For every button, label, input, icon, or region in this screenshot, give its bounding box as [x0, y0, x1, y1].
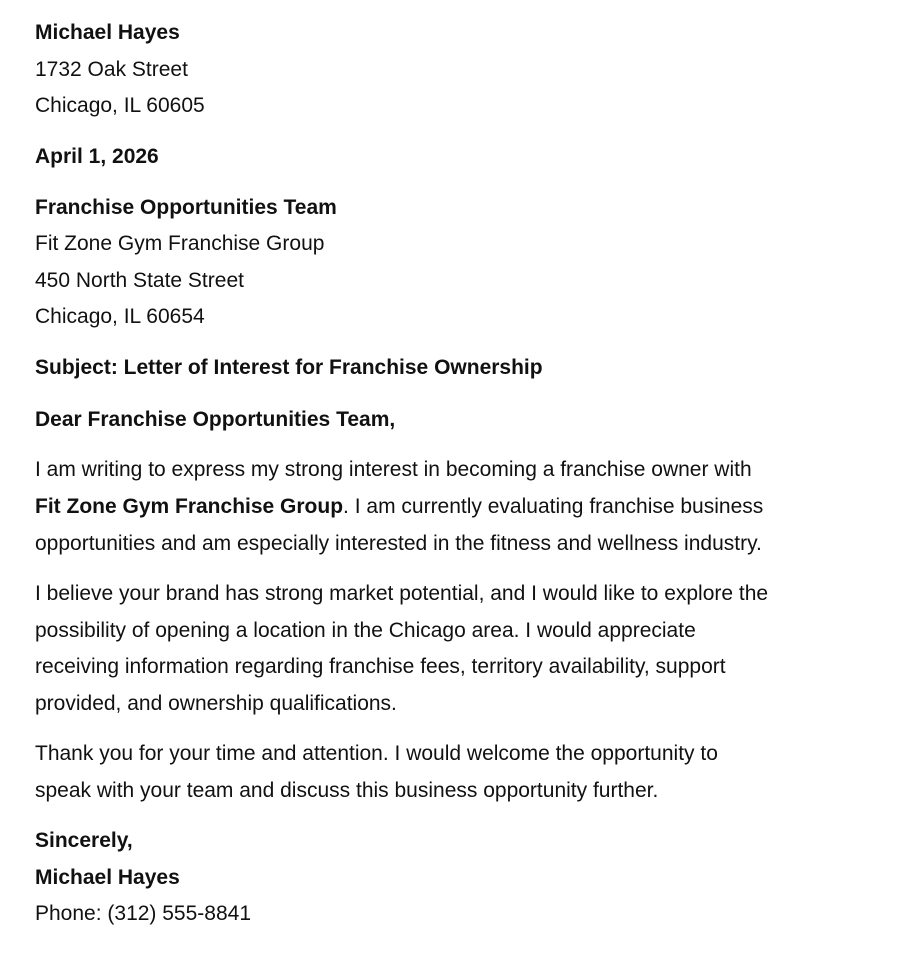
salutation: Dear Franchise Opportunities Team,: [35, 408, 396, 431]
valediction: Sincerely,: [35, 829, 133, 852]
subject-line: Subject: Letter of Interest for Franchise Ownership: [35, 356, 543, 379]
recipient-team: Franchise Opportunities Team: [35, 196, 337, 219]
body-p3-line1: Thank you for your time and attention. I would welcome the opportunity to: [35, 742, 718, 765]
body-p2-line2: possibility of opening a location in the Chicago area. I would appreciate: [35, 619, 696, 642]
body-p3-line2: speak with your team and discuss this business opportunity further.: [35, 779, 659, 802]
body-p1-line2-rest: . I am currently evaluating franchise business: [343, 495, 764, 518]
phone-number: Phone: (312) 555-8841: [35, 902, 251, 925]
body-p2-line3: receiving information regarding franchise fees, territory availability, support: [35, 655, 726, 678]
recipient-city: Chicago, IL 60654: [35, 305, 205, 328]
company-name-bold: Fit Zone Gym Franchise Group: [35, 495, 344, 518]
sender-city: Chicago, IL 60605: [35, 94, 205, 117]
body-p2-line1: I believe your brand has strong market potential, and I would like to explore the: [35, 582, 769, 605]
sender-name: Michael Hayes: [35, 21, 180, 44]
letter-date: April 1, 2026: [35, 145, 159, 168]
recipient-street: 450 North State Street: [35, 269, 244, 292]
body-p2-line4: provided, and ownership qualifications.: [35, 692, 397, 715]
body-p1-line2: [35, 494, 763, 520]
sender-street: 1732 Oak Street: [35, 58, 188, 81]
body-p1-line3: opportunities and am especially interested in the fitness and wellness industry.: [35, 532, 762, 555]
body-p1-line1: I am writing to express my strong interest in becoming a franchise owner with: [35, 458, 752, 481]
signature-name: Michael Hayes: [35, 866, 180, 889]
recipient-company: Fit Zone Gym Franchise Group: [35, 232, 325, 255]
